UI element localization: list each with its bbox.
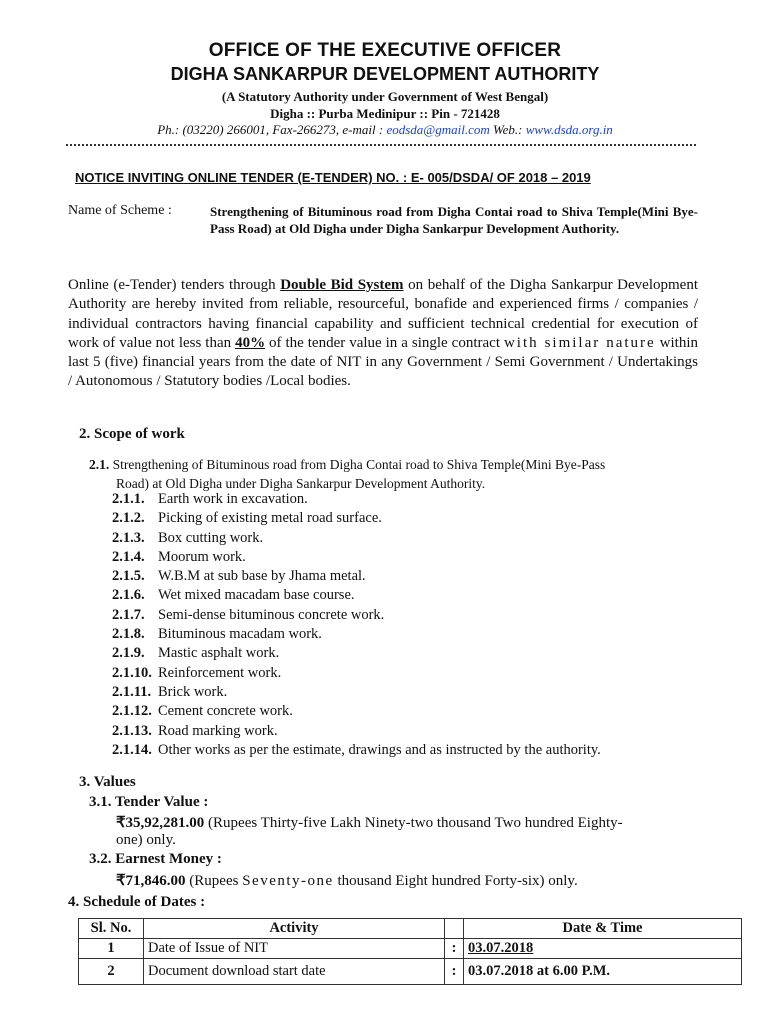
cell-activity: Document download start date	[144, 959, 445, 985]
item-text: Mastic asphalt work.	[158, 645, 280, 662]
earnest-words-b: Seventy-one	[242, 873, 334, 889]
intro-text-2: on behalf of the Digha Sankarpur Development Authority are hereby invited from reliable, resourceful, bonafide and experienced firms / companies / individual contractors having financial capability and sufficient technical credential for execution of work of value not less than	[68, 277, 698, 351]
earnest-words-c: thousand Eight hundred Forty-six) only.	[333, 873, 578, 889]
item-text: Picking of existing metal road surface.	[158, 510, 382, 527]
list-item	[112, 664, 601, 683]
list-item	[112, 567, 601, 586]
office-title: OFFICE OF THE EXECUTIVE OFFICER	[208, 40, 562, 61]
authority-subtitle: (A Statutory Authority under Government of West Bengal)	[221, 89, 549, 104]
col-date-time: Date & Time	[464, 919, 742, 939]
item-text: Box cutting work.	[158, 529, 264, 546]
item-number: 2.1.9.	[112, 645, 145, 662]
item-text: Bituminous macadam work.	[158, 626, 322, 643]
item-number: 2.1.5.	[112, 568, 145, 585]
similar-nature: with similar nature	[503, 334, 656, 351]
credential-percent: 40%	[235, 334, 266, 351]
item-text: Moorum work.	[158, 548, 246, 565]
header-divider	[66, 144, 696, 146]
earnest-money-heading: 3.2. Earnest Money :	[89, 851, 222, 867]
intro-paragraph	[68, 276, 698, 392]
authority-contact	[0, 122, 770, 138]
email-link[interactable]: eodsda@gmail.com	[386, 122, 490, 137]
list-item	[112, 606, 601, 625]
item-number: 2.1.8.	[112, 626, 145, 643]
item-text: Road marking work.	[158, 722, 278, 739]
tender-amount: ₹35,92,281.00	[116, 815, 205, 831]
scope-sub-text-2: Road) at Old Digha under Digha Sankarpur Development Authority.	[116, 476, 486, 491]
list-item	[112, 586, 601, 605]
item-text: Wet mixed macadam base course.	[158, 587, 355, 604]
cell-sl: 1	[79, 939, 144, 959]
item-number: 2.1.3.	[112, 529, 145, 546]
bid-system: Double Bid System	[280, 277, 404, 293]
item-text: Other works as per the estimate, drawings and as instructed by the authority.	[158, 741, 601, 758]
tender-value-line-2: one) only.	[116, 832, 176, 848]
item-number: 2.1.7.	[112, 606, 145, 623]
list-item	[112, 529, 601, 548]
intro-text-3: of the tender value in a single contract	[265, 334, 504, 351]
item-number: 2.1.4.	[112, 548, 145, 565]
col-separator	[445, 919, 464, 939]
list-item	[112, 741, 601, 760]
cell-date: 03.07.2018 at 6.00 P.M.	[464, 959, 742, 985]
scope-heading: 2. Scope of work	[79, 426, 185, 442]
tender-value-line	[116, 813, 623, 832]
authority-address: Digha :: Purba Medinipur :: Pin - 721428	[270, 106, 500, 121]
item-number: 2.1.1.	[112, 491, 145, 507]
item-text: Brick work.	[158, 683, 228, 700]
cell-sep: :	[445, 959, 464, 985]
item-number: 2.1.11.	[112, 683, 152, 700]
table-header-row	[79, 919, 742, 939]
scope-sub-number: 2.1.	[89, 457, 110, 472]
list-item	[112, 625, 601, 644]
notice-title: NOTICE INVITING ONLINE TENDER (E-TENDER) NO. : E- 005/DSDA/ OF 2018 – 2019	[75, 170, 591, 185]
col-activity: Activity	[144, 919, 445, 939]
scope-sub-text-1: Strengthening of Bituminous road from Digha Contai road to Shiva Temple(Mini Bye-Pass	[109, 457, 606, 472]
contact-phone-fax: Ph.: (03220) 266001, Fax-266273, e-mail :	[157, 122, 387, 137]
item-text: Reinforcement work.	[158, 664, 282, 681]
intro-text-1: Online (e-Tender) tenders through	[68, 277, 281, 293]
cell-activity: Date of Issue of NIT	[144, 939, 445, 959]
item-number: 2.1.2.	[112, 510, 145, 527]
item-text: Cement concrete work.	[158, 703, 293, 720]
list-item	[112, 722, 601, 741]
item-number: 2.1.6.	[112, 587, 145, 604]
earnest-money-line	[116, 871, 578, 890]
list-item	[112, 644, 601, 663]
authority-title: DIGHA SANKARPUR DEVELOPMENT AUTHORITY	[170, 64, 600, 84]
item-text: Semi-dense bituminous concrete work.	[158, 606, 385, 623]
list-item	[112, 548, 601, 567]
list-item	[112, 683, 601, 702]
tender-value-heading: 3.1. Tender Value :	[89, 794, 209, 810]
schedule-table	[78, 918, 742, 985]
table-row	[79, 959, 742, 985]
item-text: W.B.M at sub base by Jhama metal.	[158, 568, 366, 585]
earnest-words-a: (Rupees	[185, 873, 243, 889]
cell-date: 03.07.2018	[468, 940, 534, 956]
scheme-label: Name of Scheme :	[68, 203, 172, 218]
tender-amount-words: (Rupees Thirty-five Lakh Ninety-two thousand Two hundred Eighty-	[204, 815, 623, 831]
item-number: 2.1.10.	[112, 664, 152, 681]
table-row	[79, 939, 742, 959]
item-text: Earth work in excavation.	[158, 491, 308, 507]
cell-sep: :	[445, 939, 464, 959]
website-link[interactable]: www.dsda.org.in	[525, 122, 613, 137]
item-number: 2.1.14.	[112, 741, 152, 758]
cell-sl: 2	[79, 959, 144, 985]
col-sl-no: Sl. No.	[79, 919, 144, 939]
scope-items-list	[112, 490, 601, 760]
web-label: Web.:	[489, 122, 526, 137]
earnest-amount: ₹71,846.00	[116, 873, 186, 889]
scheme-name: Strengthening of Bituminous road from Digha Contai road to Shiva Temple(Mini Bye-Pass Road) at Old Digha under Digha Sankarpur Development Authority.	[210, 204, 698, 236]
intro-text-4: within last 5 (five) financial years from the date of NIT in any Government / Semi Government / Undertakings / Autonomous / Statutory bodies /Local bodies.	[68, 334, 698, 390]
values-heading: 3. Values	[79, 774, 136, 790]
schedule-heading: 4. Schedule of Dates :	[68, 894, 206, 910]
list-item	[112, 702, 601, 721]
list-item	[112, 509, 601, 528]
list-item	[112, 490, 601, 509]
item-number: 2.1.13.	[112, 722, 152, 739]
item-number: 2.1.12.	[112, 703, 152, 720]
scope-subsection	[89, 455, 701, 493]
